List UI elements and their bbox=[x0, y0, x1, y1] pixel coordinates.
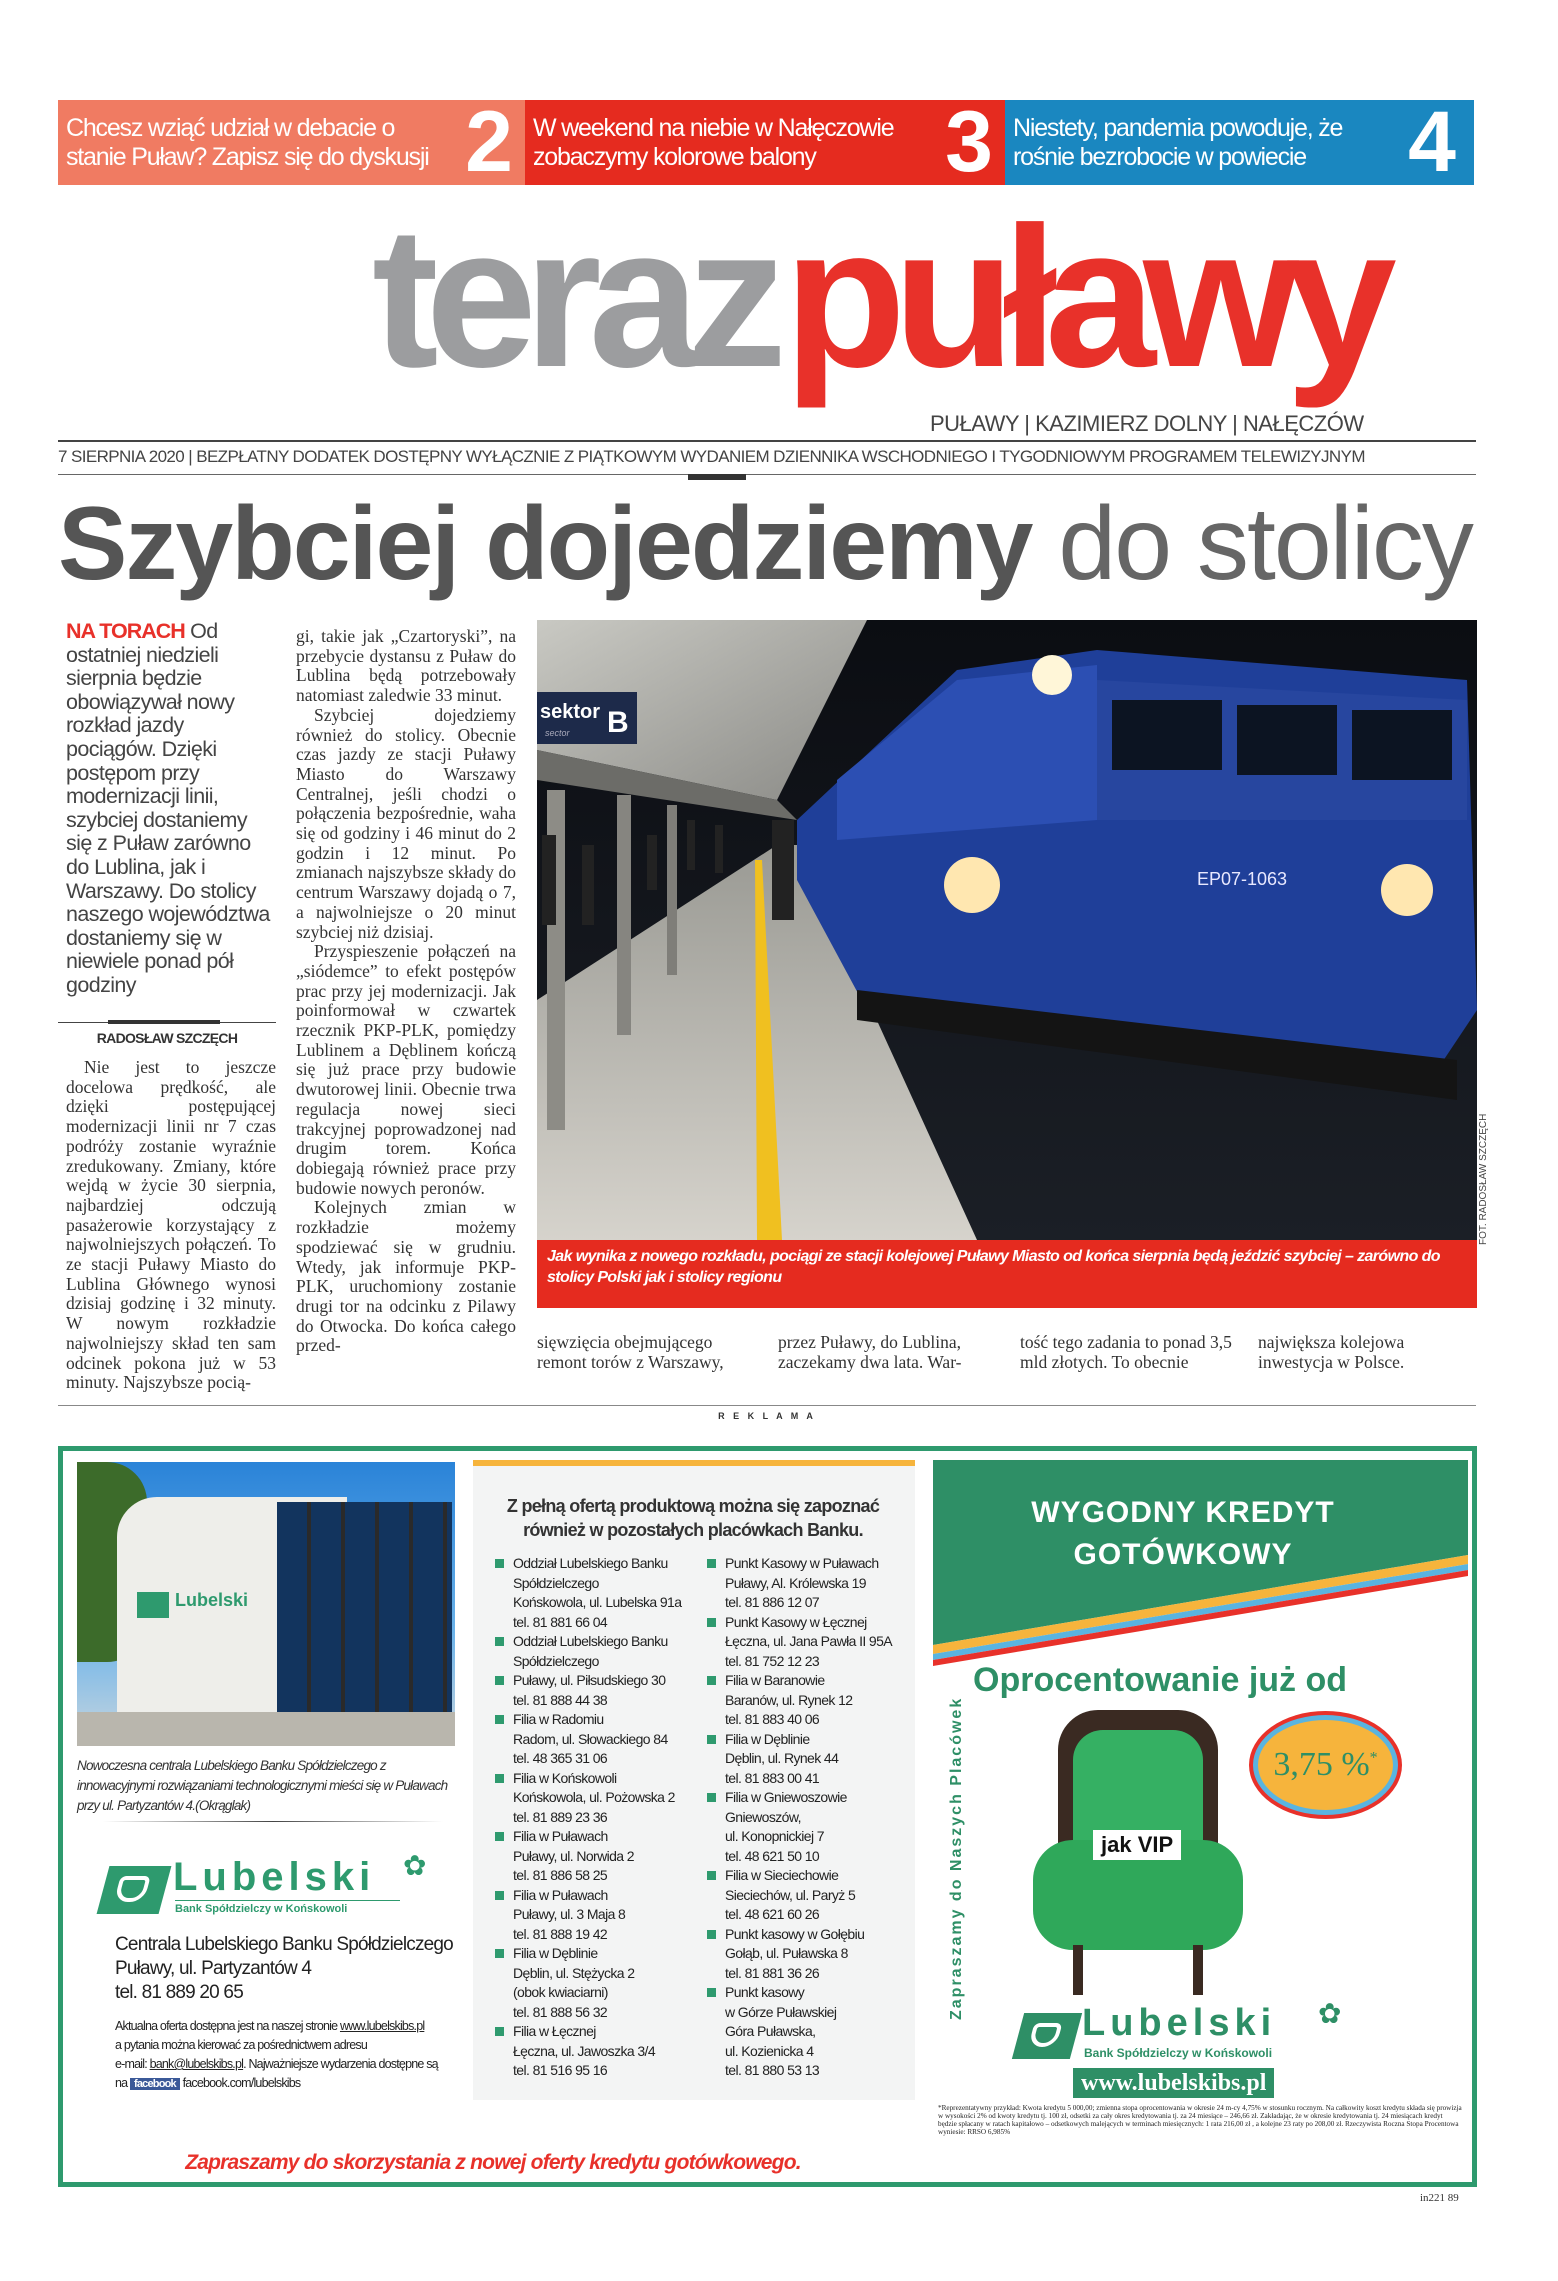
byline-accent bbox=[108, 1020, 220, 1024]
bullet-icon bbox=[495, 1637, 504, 1646]
branch-line: Oddział Lubelskiego Banku bbox=[513, 1633, 668, 1649]
paragraph: Przyspieszenie połączeń na „siódemce” to efekt postępów prac przy jej modernizacji. Jak poinformował w czwartek rzecznik PKP-PLK, pomiędzy Lublinem a Dęblinem kończą się już prace przy budowie dwutorowej linii. Obecnie trwa regulacja nowej sieci trakcyjnej poprowadzonej nad drugim torem. Końca dobiegają również prace przy budowie nowych peronów. bbox=[296, 941, 516, 1198]
branch-line: Puławy, Al. Królewska 19 bbox=[725, 1574, 866, 1591]
branch-line: Filia w Baranowie bbox=[725, 1672, 825, 1688]
info-text: . Najważniejsze wydarzenia dostępne są bbox=[243, 2057, 438, 2071]
branch-line: Dęblin, ul. Stężycka 2 bbox=[513, 1964, 635, 1981]
ad-code: in221 89 bbox=[1420, 2192, 1459, 2204]
branch-line: tel. 81 752 12 23 bbox=[725, 1652, 820, 1669]
branch-item bbox=[705, 1671, 915, 1730]
branch-line: Dęblin, ul. Rynek 44 bbox=[725, 1750, 839, 1766]
bullet-icon bbox=[495, 2027, 504, 2036]
hq-street: Puławy, ul. Partyzantów 4 bbox=[115, 1958, 312, 1979]
platform-sign-letter: B bbox=[607, 706, 629, 739]
article-headline bbox=[58, 484, 1472, 604]
branch-line: Punkt kasowy w Gołębiu bbox=[725, 1925, 865, 1942]
divider bbox=[103, 1821, 443, 1822]
branch-line: Puławy, ul. 3 Maja 8 bbox=[513, 1906, 626, 1922]
contact-info bbox=[115, 2017, 460, 2094]
bullet-icon bbox=[707, 1988, 716, 1997]
photo-credit: FOT. RADOSŁAW SZCZĘCH bbox=[1478, 1113, 1489, 1245]
headquarters-address bbox=[115, 1933, 453, 2005]
branch-line: tel. 48 365 31 06 bbox=[513, 1750, 608, 1766]
platform-sign-subtext: sector bbox=[545, 728, 570, 738]
photo-caption: Jak wynika z nowego rozkładu, pociągi ze stacji kolejowej Puławy Miasto od końca sierpnia będą jeździć szybciej – zarówno do stolicy Polski jak i stolicy regionu bbox=[537, 1240, 1477, 1308]
rate-badge bbox=[1253, 1715, 1398, 1815]
hq-name: Centrala Lubelskiego Banku Spółdzielczego bbox=[115, 1934, 453, 1955]
interest-rate: 3,75 % bbox=[1273, 1746, 1370, 1783]
branch-item bbox=[493, 1827, 693, 1886]
branch-line: Baranów, ul. Rynek 12 bbox=[725, 1691, 853, 1708]
branch-line: tel. 81 881 66 04 bbox=[513, 1613, 608, 1630]
branch-item bbox=[493, 1769, 693, 1828]
headline-bold: Szybciej dojedziemy bbox=[58, 486, 1032, 602]
logo-mark-icon bbox=[97, 1866, 172, 1914]
promo-title-line: WYGODNY KREDYT bbox=[1031, 1496, 1335, 1529]
rose-icon: ✿ bbox=[403, 1850, 427, 1881]
branch-line: Łęczna, ul. Jana Pawła II 95A bbox=[725, 1633, 893, 1649]
branch-line: tel. 81 888 44 38 bbox=[513, 1691, 608, 1708]
teaser-page-3[interactable] bbox=[525, 94, 1005, 190]
branch-item bbox=[493, 1554, 693, 1632]
kicker: NA TORACH bbox=[66, 619, 185, 643]
rose-icon: ✿ bbox=[1318, 1998, 1342, 2029]
article-column-3: sięwzięcia obejmującego remont torów z Warszawy, bbox=[537, 1332, 724, 1372]
branches-list-left bbox=[493, 1554, 693, 2081]
branch-line: Puławy, ul. Piłsudskiego 30 bbox=[513, 1672, 666, 1688]
bullet-icon bbox=[707, 1871, 716, 1880]
branch-line: Spółdzielczego bbox=[513, 1652, 599, 1669]
bank-logo bbox=[103, 1850, 463, 1916]
branch-line: Filia w Dęblinie bbox=[513, 1945, 598, 1961]
hq-phone: tel. 81 889 20 65 bbox=[115, 1982, 243, 2003]
branch-line: Filia w Puławach bbox=[513, 1828, 608, 1844]
branch-line: Radom, ul. Słowackiego 84 bbox=[513, 1730, 668, 1747]
branch-line: tel. 81 881 36 26 bbox=[725, 1964, 820, 1981]
branch-line: tel. 81 886 12 07 bbox=[725, 1594, 820, 1610]
bullet-icon bbox=[495, 1715, 504, 1724]
logo-name: Lubelski bbox=[1082, 2002, 1277, 2044]
masthead-logo bbox=[372, 186, 1384, 409]
branch-line: tel. 81 880 53 13 bbox=[725, 2062, 820, 2078]
teaser-page-number: 2 bbox=[465, 94, 513, 190]
branch-item bbox=[493, 1710, 693, 1769]
building-sign: Lubelski bbox=[175, 1590, 249, 1610]
branch-line: Punkt Kasowy w Łęcznej bbox=[725, 1613, 867, 1630]
vip-label: jak VIP bbox=[1093, 1830, 1181, 1860]
bullet-icon bbox=[495, 1832, 504, 1841]
facebook-link[interactable]: facebook.com/lubelskibs bbox=[179, 2076, 301, 2090]
promo-fine-print: *Reprezentatywny przykład: Kwota kredytu 5 000,00; zmienna stopa oprocentowania w okresie 24 m-cy 4,75% w stosunku rocznym. Na całkowity koszt kredytu składa się prowizja w wysokości 2% od kwoty kredytu tj. 100 zł, odsetki za cały okres kredytowania tj. za 24 miesiące – 246,66 zł. Zakładając, że w okresie kredytowania tj. 24 miesiącach kredyt będzie spłacany w ratach kapitałowo – odsetkowych malejących w terminach miesięcznych: 1 rata 216,00 zł , a kolejne 23 raty po 208,00 zł. Rzeczywista Roczna Stopa Procentowa wyniesie: RRSO 6,985% bbox=[938, 2104, 1462, 2136]
lede-text: Od ostatniej niedzieli sierpnia będzie obowiązywał nowy rozkład jazdy pociągów. Dzięki postępom przy modernizacji linii, szybciej dostaniemy się z Puław zarówno do Lublina, jak i Warszawy. Do stolicy naszego województwa dostaniemy się w niewiele ponad pół godziny bbox=[66, 619, 270, 997]
branch-line: tel. 81 516 95 16 bbox=[513, 2062, 608, 2078]
branch-line: Łęczna, ul. Jawoszka 3/4 bbox=[513, 2042, 656, 2059]
branch-line: ul. Konopnickiej 7 bbox=[725, 1828, 824, 1844]
bank-building-photo bbox=[77, 1462, 455, 1746]
branch-item bbox=[705, 1866, 915, 1925]
info-text: na bbox=[115, 2076, 130, 2090]
article-column-2 bbox=[296, 627, 516, 1356]
branch-line: Końskowola, ul. Pożowska 2 bbox=[513, 1789, 675, 1805]
branch-line: tel. 81 888 19 42 bbox=[513, 1925, 608, 1942]
logo-word-pulawy: puławy bbox=[783, 186, 1384, 409]
teaser-page-number: 4 bbox=[1408, 94, 1456, 190]
masthead-subtitle: PUŁAWY | KAZIMIERZ DOLNY | NAŁĘCZÓW bbox=[930, 411, 1364, 436]
branch-line: Filia w Radomiu bbox=[513, 1711, 604, 1727]
article-photo bbox=[537, 620, 1477, 1240]
bullet-icon bbox=[707, 1793, 716, 1802]
byline: RADOSŁAW SZCZĘCH bbox=[96, 1030, 238, 1046]
branch-item bbox=[493, 1671, 693, 1710]
branch-line: Filia w Łęcznej bbox=[513, 2023, 596, 2039]
branch-line: Puławy, ul. Norwida 2 bbox=[513, 1847, 634, 1864]
article-lede bbox=[66, 620, 276, 998]
branch-line: tel. 81 889 23 36 bbox=[513, 1808, 608, 1825]
footnote-mark: * bbox=[1369, 1749, 1378, 1767]
armchair-image bbox=[1033, 1710, 1243, 2000]
branch-line: tel. 81 888 56 32 bbox=[513, 2003, 608, 2020]
branch-line: Filia w Gniewoszowie bbox=[725, 1789, 847, 1805]
branch-line: tel. 81 883 40 06 bbox=[725, 1711, 820, 1727]
branch-line: ul. Kozienicka 4 bbox=[725, 2042, 814, 2059]
article-column-5: tość tego zadania to ponad 3,5 mld złotych. To obecnie bbox=[1020, 1332, 1232, 1372]
branch-line: Filia w Końskowoli bbox=[513, 1769, 617, 1786]
branch-line: Spółdzielczego bbox=[513, 1574, 599, 1591]
branches-heading: Z pełną ofertą produktową można się zapoznać również w pozostałych placówkach Banku. bbox=[506, 1496, 880, 1540]
promo-panel bbox=[933, 1460, 1468, 2160]
branch-item bbox=[493, 1632, 693, 1671]
branch-item bbox=[705, 1925, 915, 1984]
branch-line: Końskowola, ul. Lubelska 91a bbox=[513, 1594, 682, 1610]
branch-line: (obok kwiaciarni) bbox=[513, 1984, 608, 2000]
branches-panel bbox=[473, 1460, 915, 2100]
divider bbox=[58, 440, 1476, 442]
promo-rate-label: Oprocentowanie już od bbox=[973, 1661, 1348, 1699]
branch-line: Oddział Lubelskiego Banku bbox=[513, 1555, 668, 1571]
branch-item bbox=[705, 1730, 915, 1789]
article-column-1 bbox=[66, 1058, 276, 1393]
headline-light: do stolicy bbox=[1031, 486, 1472, 602]
platform-sign-text: sektor bbox=[540, 701, 601, 723]
bullet-icon bbox=[707, 1735, 716, 1744]
divider bbox=[58, 1405, 1476, 1406]
branch-item bbox=[493, 2022, 693, 2081]
branch-item bbox=[705, 1788, 915, 1866]
logo-name: Lubelski bbox=[173, 1855, 376, 1899]
email-link[interactable]: bank@lubelskibs.pl bbox=[149, 2057, 244, 2071]
teaser-text: Chcesz wziąć udział w debacie o stanie Puław? Zapisz się do dyskusji bbox=[66, 113, 429, 171]
bullet-icon bbox=[495, 1559, 504, 1568]
divider bbox=[58, 474, 1476, 475]
promo-website[interactable]: www.lubelskibs.pl bbox=[1073, 2068, 1274, 2098]
logo-mark-icon bbox=[1012, 2013, 1082, 2059]
branch-line: Gołąb, ul. Puławska 8 bbox=[725, 1945, 848, 1961]
bullet-icon bbox=[495, 1891, 504, 1900]
branch-line: w Górze Puławskiej bbox=[725, 2003, 837, 2020]
bank-advertisement bbox=[58, 1446, 1477, 2187]
bullet-icon bbox=[495, 1774, 504, 1783]
logo-word-teraz: teraz bbox=[372, 186, 774, 409]
paragraph: Szybciej dojedziemy również do stolicy. Obecnie czas jazdy ze stacji Puławy Miasto do Warszawy Centralnej, jeśli chodzi o połączenia bezpośrednie, waha się od godziny i 46 minut do 2 godzin i 12 minut. Po zmianach najszybsze składy do centrum Warszawy dojadą o 7, a najwolniejsze o 20 minut szybciej niż dzisiaj. bbox=[296, 704, 516, 942]
bullet-icon bbox=[495, 1949, 504, 1958]
promo-bank-logo bbox=[1018, 1998, 1398, 2068]
logo-subtitle: Bank Spółdzielczy w Końskowoli bbox=[175, 1903, 348, 1915]
branch-line: Punkt Kasowy w Puławach bbox=[725, 1555, 879, 1571]
promo-side-text: Zapraszamy do Naszych Placówek bbox=[948, 1696, 965, 2020]
dateline: 7 SIERPNIA 2020 | BEZPŁATNY DODATEK DOSTĘPNY WYŁĄCZNIE Z PIĄTKOWYM WYDANIEM DZIENNIKA WSCHODNIEGO I TYGODNIOWYM PROGRAMEM TELEWIZYJNYM bbox=[58, 447, 1365, 466]
branch-item bbox=[493, 1886, 693, 1945]
logo-subtitle: Bank Spółdzielczy w Końskowoli bbox=[1084, 2046, 1273, 2060]
promo-title bbox=[933, 1492, 1433, 1576]
branch-line: Sieciechów, ul. Paryż 5 bbox=[725, 1886, 856, 1903]
paragraph: gi, takie jak „Czartoryski”, na przebycie dystansu z Puław do Lublina będą potrzebowały natomiast zaledwie 33 minut. bbox=[296, 626, 516, 706]
teaser-text: Niestety, pandemia powoduje, że rośnie bezrobocie w powiecie bbox=[1013, 113, 1343, 171]
call-to-action: Zapraszamy do skorzystania z nowej oferty kredytu gotówkowego. bbox=[185, 2151, 801, 2174]
article-column-6: największa kolejowa inwestycja w Polsce. bbox=[1258, 1332, 1405, 1372]
branch-line: Gniewoszów, bbox=[725, 1808, 801, 1825]
teaser-text: W weekend na niebie w Nałęczowie zobaczymy kolorowe balony bbox=[533, 113, 894, 171]
paragraph: Kolejnych zmian w rozkładzie możemy spodziewać się w grudniu. Wtedy, jak informuje PKP-PLK, uruchomiony zostanie drugi tor na odcinku z Pilawy do Otwocka. Do końca całego przed- bbox=[296, 1197, 516, 1356]
branch-line: Filia w Sieciechowie bbox=[725, 1867, 839, 1883]
branch-line: tel. 48 621 50 10 bbox=[725, 1847, 820, 1864]
promo-title-line: GOTÓWKOWY bbox=[1073, 1538, 1293, 1571]
info-text: Aktualna oferta dostępna jest na naszej stronie bbox=[115, 2019, 340, 2033]
bullet-icon bbox=[707, 1618, 716, 1627]
locomotive-number: EP07-1063 bbox=[1197, 869, 1288, 889]
branches-list-right bbox=[705, 1554, 915, 2081]
info-text: a pytania można kierować za pośrednictwem adresu bbox=[115, 2038, 368, 2052]
teaser-page-2[interactable] bbox=[58, 94, 525, 190]
branch-line: Filia w Dęblinie bbox=[725, 1730, 810, 1747]
branch-line: tel. 81 883 00 41 bbox=[725, 1769, 820, 1786]
branch-line: tel. 48 621 60 26 bbox=[725, 1906, 820, 1922]
website-link[interactable]: www.lubelskibs.pl bbox=[339, 2019, 425, 2033]
teaser-page-4[interactable] bbox=[1005, 94, 1474, 190]
bullet-icon bbox=[495, 1676, 504, 1685]
branch-line: tel. 81 886 58 25 bbox=[513, 1867, 608, 1883]
branch-line: Punkt kasowy bbox=[725, 1984, 805, 2000]
paragraph: Nie jest to jeszcze docelowa prędkość, ale dzięki postępującej modernizacji linii nr 7 czas podróży zostanie wyraźnie zredukowany. Zmiany, które wejdą w życie 30 sierpnia, najbardziej odczują pasażerowie korzystający z najwolniejszych połączeń. To ze stacji Puławy Miasto do Lublina Głównego wynosi dzisiaj godzinę i 32 minuty. W nowym rozkładzie najwolniejszy skład ten sam odcinek pokona już w 53 minuty. Najszybsze pocią- bbox=[66, 1057, 276, 1393]
branch-item bbox=[493, 1944, 693, 2022]
bullet-icon bbox=[707, 1559, 716, 1568]
teaser-page-number: 3 bbox=[945, 94, 993, 190]
bullet-icon bbox=[707, 1930, 716, 1939]
branch-item bbox=[705, 1554, 915, 1613]
advertisement-label: R E K L A M A bbox=[718, 1411, 816, 1421]
branch-item bbox=[705, 1983, 915, 2081]
info-text: e-mail: bbox=[115, 2057, 150, 2071]
branch-line: Góra Puławska, bbox=[725, 2023, 816, 2039]
branch-line: Filia w Puławach bbox=[513, 1886, 608, 1903]
divider-accent bbox=[688, 474, 746, 480]
bullet-icon bbox=[707, 1676, 716, 1685]
building-photo-caption: Nowoczesna centrala Lubelskiego Banku Spółdzielczego z innowacyjnymi rozwiązaniami technologicznymi mieści się w Puławach przy ul. Partyzantów 4.(Okrąglak) bbox=[77, 1758, 448, 1813]
article-column-4: przez Puławy, do Lublina, zaczekamy dwa lata. War- bbox=[778, 1332, 962, 1372]
branch-item bbox=[705, 1613, 915, 1672]
facebook-badge-icon: facebook bbox=[130, 2078, 180, 2090]
